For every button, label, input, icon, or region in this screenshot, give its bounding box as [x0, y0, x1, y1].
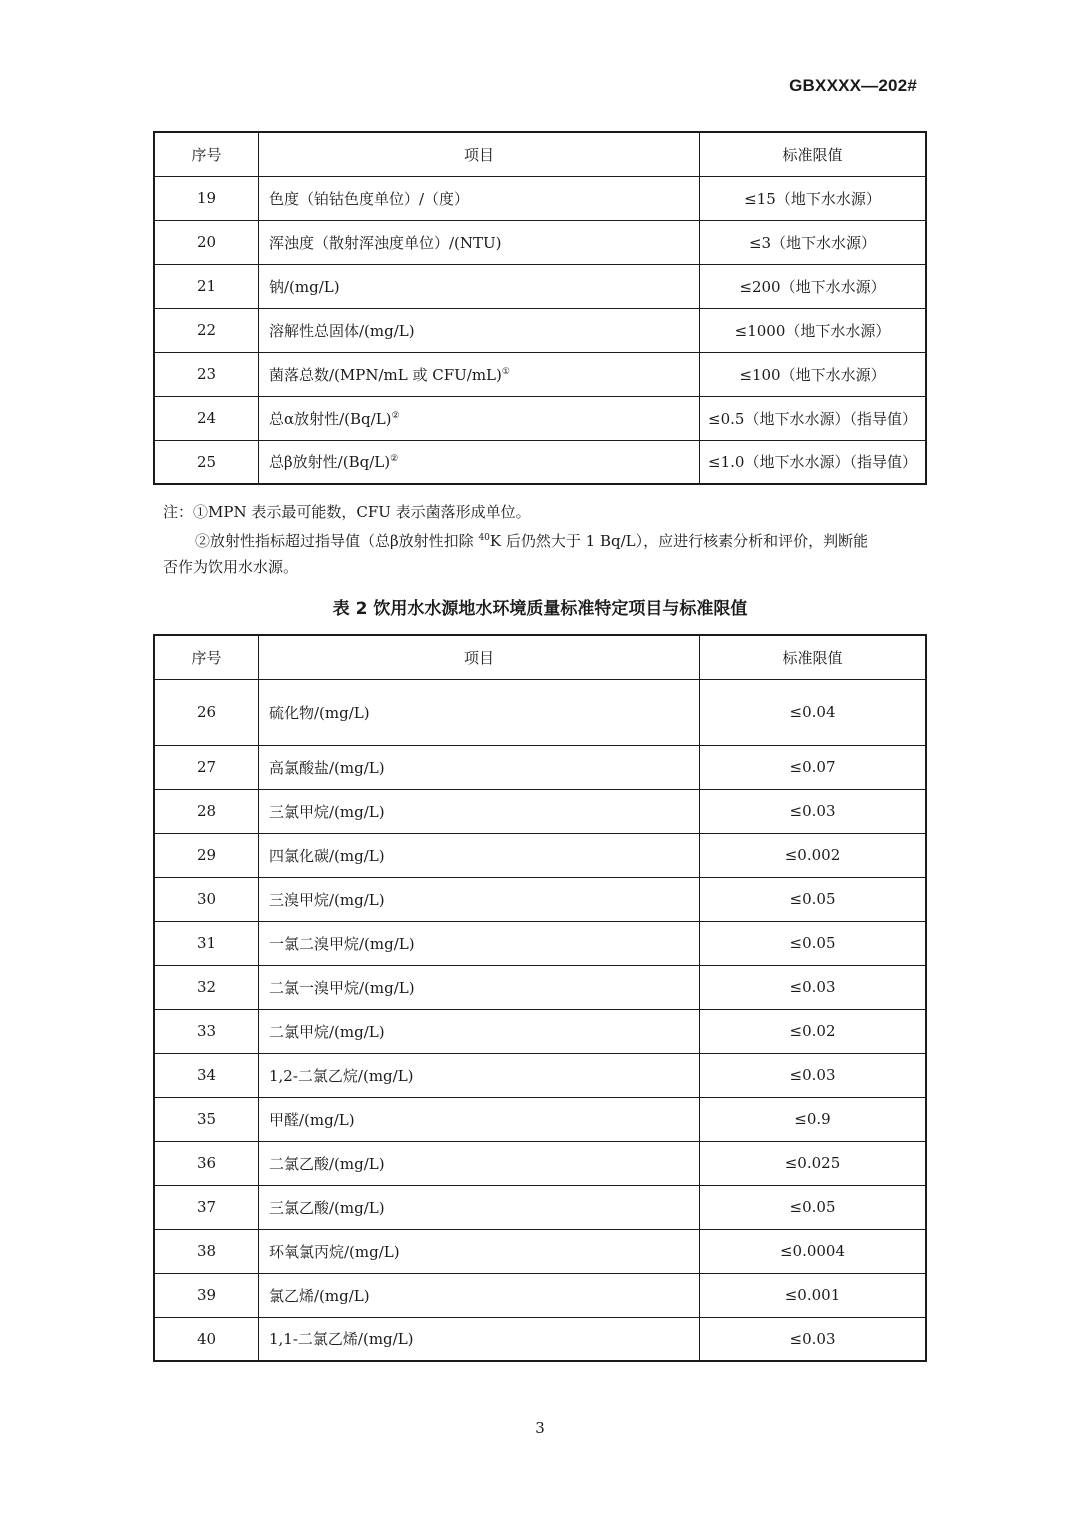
note-text: K 后仍然大于 1 Bq/L），应进行核素分析和评价，判断能 — [489, 532, 869, 550]
row-limit: ≤100（地下水水源） — [700, 352, 927, 396]
row-limit: ≤1.0（地下水水源）（指导值） — [700, 440, 927, 484]
row-item: 三氯甲烷/(mg/L) — [259, 789, 700, 833]
document-code: GBXXXX—202# — [789, 76, 917, 95]
row-no: 34 — [154, 1053, 259, 1097]
row-limit: ≤0.04 — [700, 679, 927, 745]
row-no: 40 — [154, 1317, 259, 1361]
column-header-item: 项目 — [259, 132, 700, 176]
row-item-text: 浑浊度（散射浑浊度单位）/(NTU) — [269, 233, 502, 252]
table-row — [154, 789, 926, 833]
row-limit: ≤0.002 — [700, 833, 927, 877]
row-no: 31 — [154, 921, 259, 965]
table-header-row — [154, 635, 926, 679]
row-item: 二氯乙酸/(mg/L) — [259, 1141, 700, 1185]
table-row — [154, 745, 926, 789]
table-row — [154, 965, 926, 1009]
table-row — [154, 833, 926, 877]
row-limit: ≤0.05 — [700, 921, 927, 965]
column-header-item: 项目 — [259, 635, 700, 679]
row-item — [259, 176, 700, 220]
table-row — [154, 1317, 926, 1361]
row-no: 21 — [154, 264, 259, 308]
row-limit: ≤0.03 — [700, 1053, 927, 1097]
row-no: 29 — [154, 833, 259, 877]
table-row — [154, 1185, 926, 1229]
row-item: 环氧氯丙烷/(mg/L) — [259, 1229, 700, 1273]
row-item — [259, 220, 700, 264]
note-line-3: 否作为饮用水水源。 — [163, 558, 299, 576]
row-no: 28 — [154, 789, 259, 833]
table-row — [154, 679, 926, 745]
row-no: 32 — [154, 965, 259, 1009]
row-limit: ≤0.001 — [700, 1273, 927, 1317]
row-limit: ≤0.03 — [700, 789, 927, 833]
row-limit: ≤200（地下水水源） — [700, 264, 927, 308]
row-item — [259, 396, 700, 440]
row-item — [259, 440, 700, 484]
row-no: 25 — [154, 440, 259, 484]
row-limit: ≤0.03 — [700, 1317, 927, 1361]
row-no: 23 — [154, 352, 259, 396]
footnote-marker: ② — [390, 454, 399, 465]
row-item: 1,1-二氯乙烯/(mg/L) — [259, 1317, 700, 1361]
row-limit: ≤0.0004 — [700, 1229, 927, 1273]
table-row — [154, 352, 926, 396]
row-item: 甲醛/(mg/L) — [259, 1097, 700, 1141]
table-row — [154, 1097, 926, 1141]
table-row — [154, 264, 926, 308]
row-no: 30 — [154, 877, 259, 921]
table-row — [154, 877, 926, 921]
row-item: 氯乙烯/(mg/L) — [259, 1273, 700, 1317]
table-row — [154, 1273, 926, 1317]
row-item-text: 总α放射性/(Bq/L) — [269, 409, 392, 428]
row-no: 36 — [154, 1141, 259, 1185]
row-limit: ≤0.5（地下水水源）（指导值） — [700, 396, 927, 440]
row-no: 39 — [154, 1273, 259, 1317]
row-limit: ≤0.02 — [700, 1009, 927, 1053]
row-limit: ≤3（地下水水源） — [700, 220, 927, 264]
column-header-no: 序号 — [154, 132, 259, 176]
row-no: 38 — [154, 1229, 259, 1273]
row-item: 一氯二溴甲烷/(mg/L) — [259, 921, 700, 965]
note-line-1: 注：①MPN 表示最可能数，CFU 表示菌落形成单位。 — [163, 503, 531, 521]
table-notes — [163, 499, 923, 580]
table-header-row — [154, 132, 926, 176]
row-limit: ≤0.03 — [700, 965, 927, 1009]
row-no: 20 — [154, 220, 259, 264]
table-row — [154, 396, 926, 440]
row-item: 四氯化碳/(mg/L) — [259, 833, 700, 877]
footnote-marker: ① — [501, 366, 510, 377]
isotope-mass-number: 40 — [478, 533, 490, 543]
row-item: 三溴甲烷/(mg/L) — [259, 877, 700, 921]
row-limit: ≤0.05 — [700, 877, 927, 921]
footnote-marker: ② — [391, 410, 400, 421]
row-no: 37 — [154, 1185, 259, 1229]
note-text: ②放射性指标超过指导值（总β放射性扣除 — [195, 532, 479, 550]
row-item-text: 总β放射性/(Bq/L) — [269, 453, 391, 472]
row-limit: ≤0.05 — [700, 1185, 927, 1229]
row-no: 26 — [154, 679, 259, 745]
table-row — [154, 1009, 926, 1053]
row-limit: ≤15（地下水水源） — [700, 176, 927, 220]
row-no: 27 — [154, 745, 259, 789]
column-header-limit: 标准限值 — [700, 635, 927, 679]
row-item-text: 色度（铂钴色度单位）/（度） — [269, 189, 470, 208]
row-item: 1,2-二氯乙烷/(mg/L) — [259, 1053, 700, 1097]
row-limit: ≤0.9 — [700, 1097, 927, 1141]
row-item-text: 溶解性总固体/(mg/L) — [269, 321, 415, 340]
row-item: 高氯酸盐/(mg/L) — [259, 745, 700, 789]
row-item — [259, 264, 700, 308]
row-item-text: 菌落总数/(MPN/mL 或 CFU/mL) — [269, 365, 502, 384]
row-item — [259, 308, 700, 352]
row-limit: ≤0.07 — [700, 745, 927, 789]
row-no: 33 — [154, 1009, 259, 1053]
row-item: 二氯一溴甲烷/(mg/L) — [259, 965, 700, 1009]
table-row — [154, 176, 926, 220]
table-row — [154, 308, 926, 352]
table-row — [154, 1141, 926, 1185]
row-limit: ≤1000（地下水水源） — [700, 308, 927, 352]
column-header-no: 序号 — [154, 635, 259, 679]
standards-table-2 — [153, 634, 927, 1362]
page-number: 3 — [535, 1419, 545, 1437]
row-item: 三氯乙酸/(mg/L) — [259, 1185, 700, 1229]
row-no: 35 — [154, 1097, 259, 1141]
row-limit: ≤0.025 — [700, 1141, 927, 1185]
table-row — [154, 1053, 926, 1097]
row-item — [259, 352, 700, 396]
column-header-limit: 标准限值 — [700, 132, 927, 176]
table-row — [154, 921, 926, 965]
table-row — [154, 1229, 926, 1273]
table-row — [154, 440, 926, 484]
row-item: 硫化物/(mg/L) — [259, 679, 700, 745]
note-line-2 — [163, 525, 923, 554]
table-row — [154, 220, 926, 264]
row-no: 19 — [154, 176, 259, 220]
row-item-text: 钠/(mg/L) — [269, 277, 340, 296]
row-item: 二氯甲烷/(mg/L) — [259, 1009, 700, 1053]
row-no: 24 — [154, 396, 259, 440]
row-no: 22 — [154, 308, 259, 352]
table-2-title: 表 2 饮用水水源地水环境质量标准特定项目与标准限值 — [332, 599, 748, 619]
standards-table-1 — [153, 131, 927, 485]
